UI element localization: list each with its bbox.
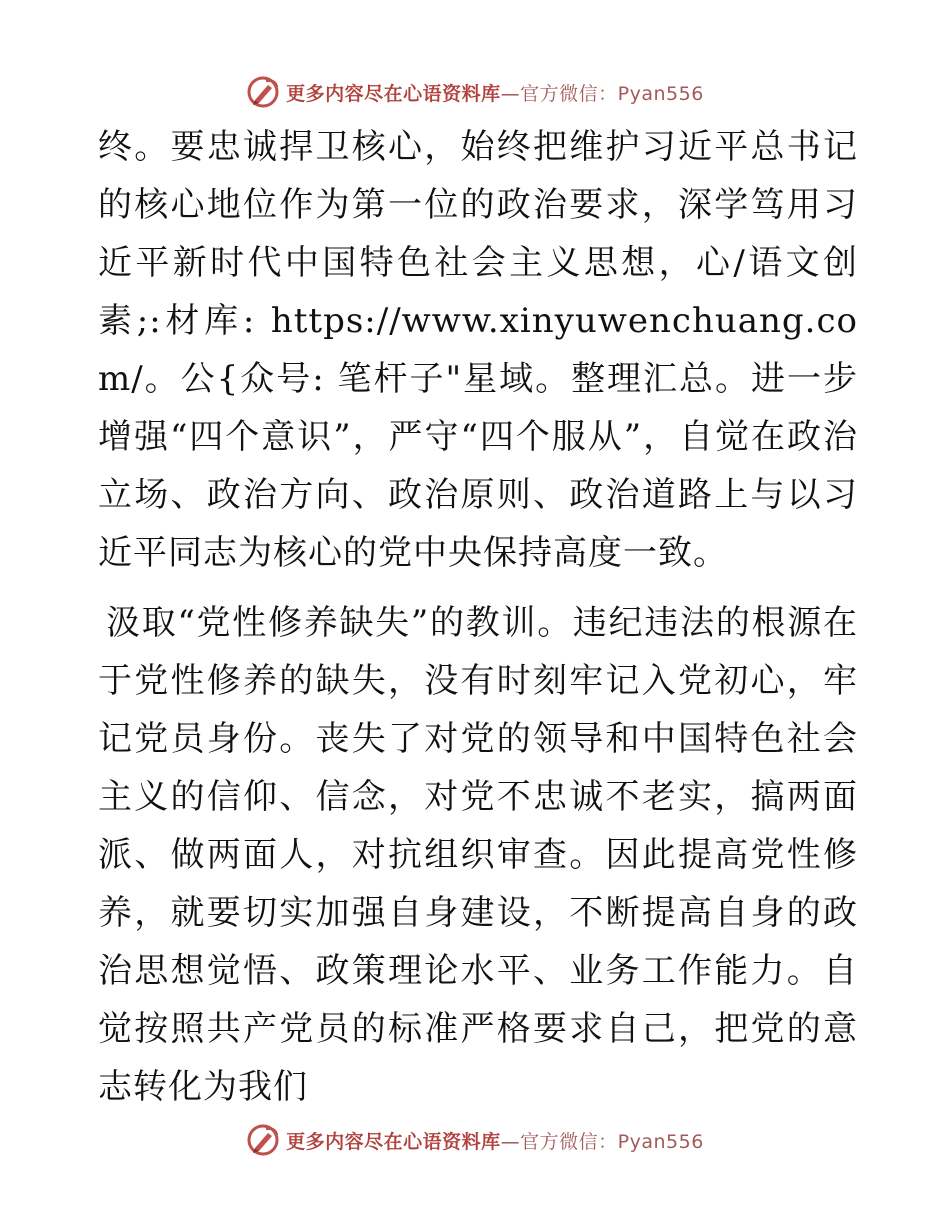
header-wechat-text: 官方微信：Pyan556 — [520, 82, 704, 105]
footer-banner — [0, 1120, 950, 1160]
header-banner — [0, 72, 950, 112]
pen-logo-icon — [246, 1123, 280, 1157]
footer-wechat-text: 官方微信：Pyan556 — [520, 1130, 704, 1153]
footer-text — [286, 1127, 704, 1154]
footer-brand-text: 更多内容尽在心语资料库 — [286, 1130, 501, 1153]
paragraph-2: 汲取“党性修养缺失”的教训。违纪违法的根源在于党性修养的缺失，没有时刻牢记入党初心，牢记党员身份。丧失了对党的领导和中国特色社会主义的信仰、信念，对党不忠诚不老实，搞两面派、做两面人，对抗组织审查。因此提高党性修养，就要切实加强自身建设，不断提高自身的政治思想觉悟、政策理论水平、业务工作能力。自觉按照共产党员的标准严格要求自己，把党的意志转化为我们 — [98, 603, 858, 1107]
header-brand-text: 更多内容尽在心语资料库 — [286, 82, 501, 105]
header-separator: — — [500, 82, 521, 105]
paragraph-1: 终。要忠诚捍卫核心，始终把维护习近平总书记的核心地位作为第一位的政治要求，深学笃用习近平新时代中国特色社会主义思想，心/语文创素;:材库: https://www.xinyuwenchuang.com/。公{众号: 笔杆子"星域。整理汇总。进一步增强“四个意识”，严守“四个服从”，自觉在政治立场、政治方向、政治原则、政治道路上与以习近平同志为核心的党中央保持高度一致。 — [98, 127, 858, 573]
footer-separator: — — [500, 1130, 521, 1153]
header-text — [286, 79, 704, 106]
pen-logo-icon — [246, 75, 280, 109]
document-body — [98, 118, 858, 1116]
